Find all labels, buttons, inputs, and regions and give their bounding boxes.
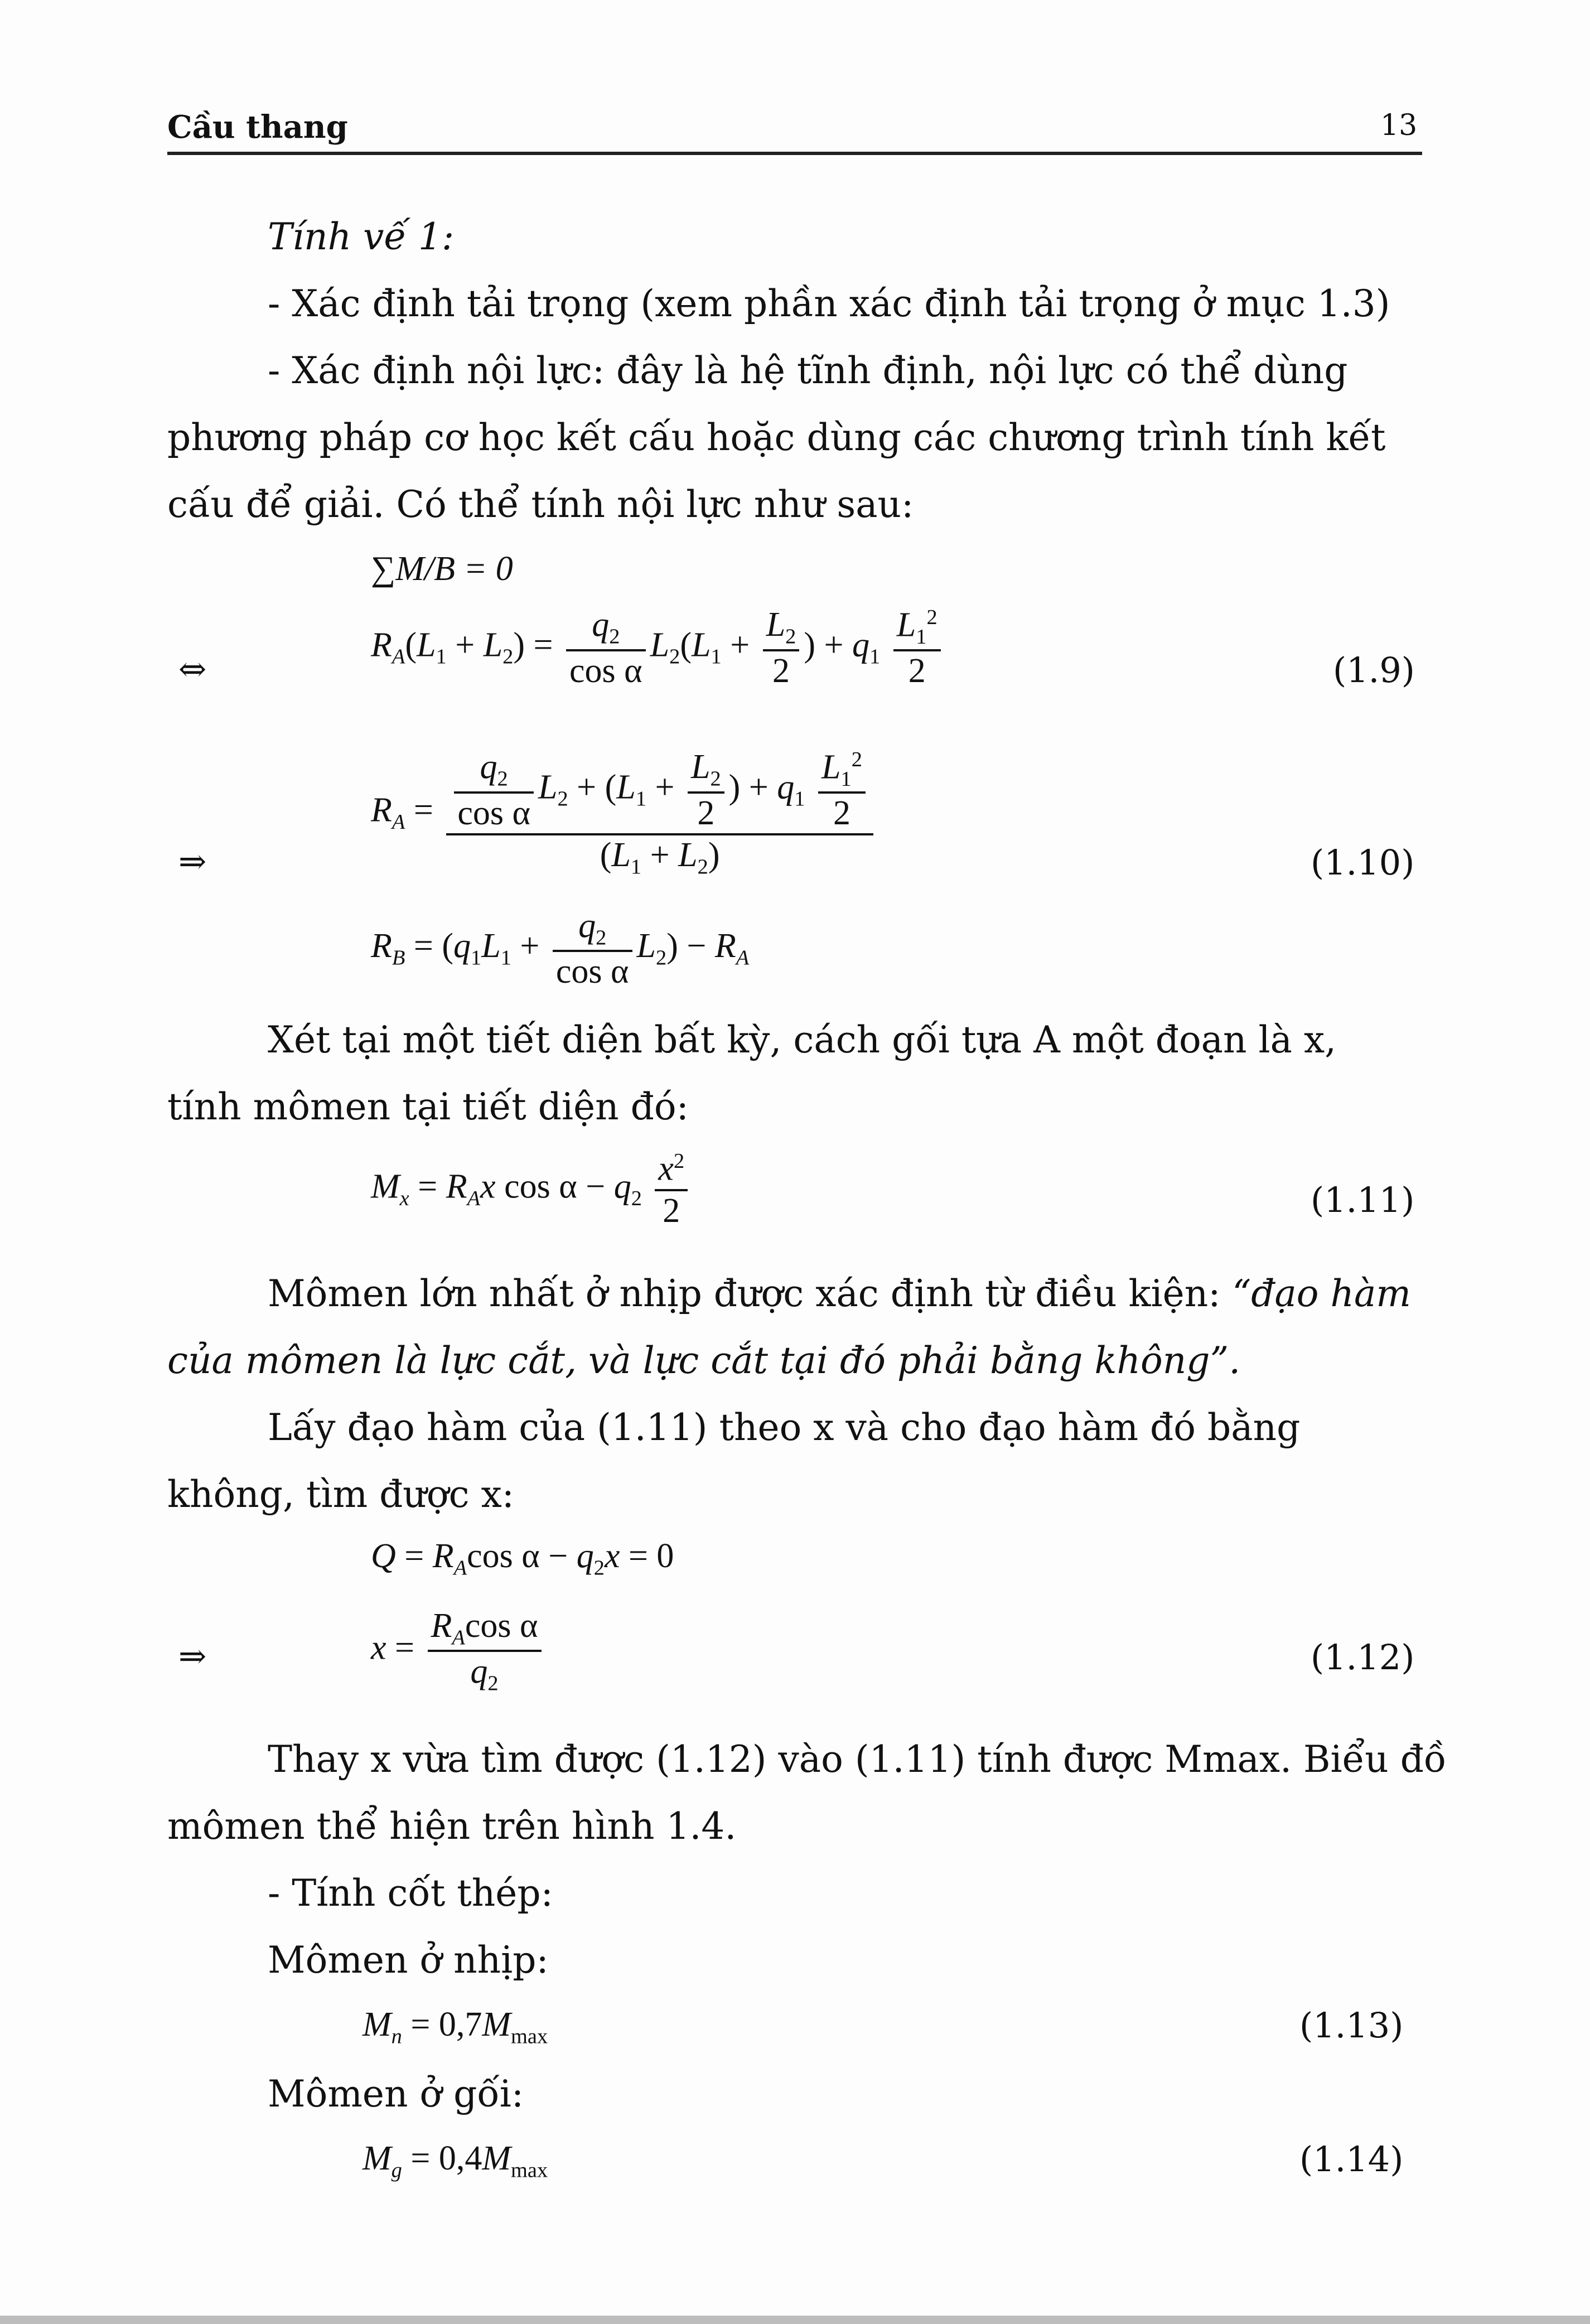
para-internal-force-l1: - Xác định nội lực: đây là hệ tĩnh định, nội lực có thể dùng — [268, 349, 1348, 392]
equation-1-14: $M_g = 0,4M_{max}$ — [363, 2139, 548, 2182]
label-span-moment: Mômen ở nhịp: — [268, 1939, 549, 1982]
para-max-moment-l1-text: Mômen lớn nhất ở nhịp được xác định từ điều kiện: — [268, 1272, 1233, 1315]
running-header-title: Cầu thang — [167, 109, 348, 146]
para-section-moment-l1: Xét tại một tiết diện bất kỳ, cách gối tựa A một đoạn là x, — [268, 1018, 1337, 1061]
implies-symbol: ⇒ — [178, 842, 207, 881]
equivalence-symbol: ⇔ — [178, 650, 207, 689]
para-max-moment-l1-quote: “đạo hàm — [1232, 1272, 1411, 1315]
para-load: - Xác định tải trọng (xem phần xác định tải trọng ở mục 1.3) — [268, 282, 1390, 325]
equation-label-1-14: (1.14) — [1299, 2139, 1404, 2180]
para-derivative-l1: Lấy đạo hàm của (1.11) theo x và cho đạo hàm đó bằng — [268, 1406, 1301, 1449]
equation-label-1-12: (1.12) — [1311, 1637, 1415, 1678]
equation-1-12: x = $\frac{R_A\cos \alpha}{q_2}$ — [371, 1606, 546, 1696]
bottom-edge — [0, 2316, 1590, 2324]
equation-1-13: $M_n = 0,7M_{max}$ — [363, 2006, 548, 2048]
equation-1-11: $M_x = R_Ax$ $\cos \alpha - q_2$ $\frac{x^2}{2}$ — [371, 1149, 692, 1231]
section-title: Tính vế 1: — [268, 215, 455, 258]
para-reinforcement: - Tính cốt thép: — [268, 1872, 553, 1915]
label-support-moment: Mômen ở gối: — [268, 2072, 524, 2115]
equation-label-1-9: (1.9) — [1333, 650, 1415, 690]
equation-shear: $Q = R_A\cos$ $\alpha - q_2x = 0$ — [371, 1537, 674, 1580]
para-substitute-l1: Thay x vừa tìm được (1.12) vào (1.11) tính được Mmax. Biểu đồ — [268, 1738, 1447, 1781]
para-derivative-l2: không, tìm được x: — [167, 1473, 515, 1516]
implies-symbol-2: ⇒ — [178, 1637, 207, 1676]
header-rule — [167, 152, 1422, 155]
para-max-moment-l2: của mômen là lực cắt, và lực cắt tại đó phải bằng không”. — [167, 1339, 1241, 1382]
para-internal-force-l2: phương pháp cơ học kết cấu hoặc dùng các chương trình tính kết — [167, 416, 1386, 459]
para-max-moment-l1 — [268, 1272, 1411, 1316]
para-substitute-l2: mômen thể hiện trên hình 1.4. — [167, 1805, 737, 1848]
para-section-moment-l2: tính mômen tại tiết diện đó: — [167, 1085, 689, 1128]
equation-1-9: $R_A(L_1 + L_2)$ = $\frac{q_2}{\text{cos α}}$ $L_2(L_1$ + $\frac{L_2}{2}$ ) + $q_1$ $\frac{L_1^2}{2}$ — [371, 605, 945, 691]
page-number: 13 — [1380, 109, 1418, 142]
equation-label-1-10: (1.10) — [1311, 842, 1415, 883]
equation-sum-moment: ∑M/B = 0 — [371, 550, 513, 588]
equation-rb: $R_B = (q_1L_1$ + $\frac{q_2}{\text{cos α}}$ $L_2) - R_A$ — [371, 907, 750, 991]
equation-1-10: $R_A$ = $\frac{q_2}{\text{cos α}}$ $L_2 + (L_1$ + $\frac{L_2}{2}$ ) + $q_1$ $\frac{L_1^2}{2}$ $(L_1 + L_2)$ — [371, 747, 878, 879]
equation-label-1-11: (1.11) — [1311, 1180, 1415, 1220]
para-internal-force-l3: cấu để giải. Có thể tính nội lực như sau: — [167, 483, 914, 526]
equation-label-1-13: (1.13) — [1299, 2005, 1404, 2046]
